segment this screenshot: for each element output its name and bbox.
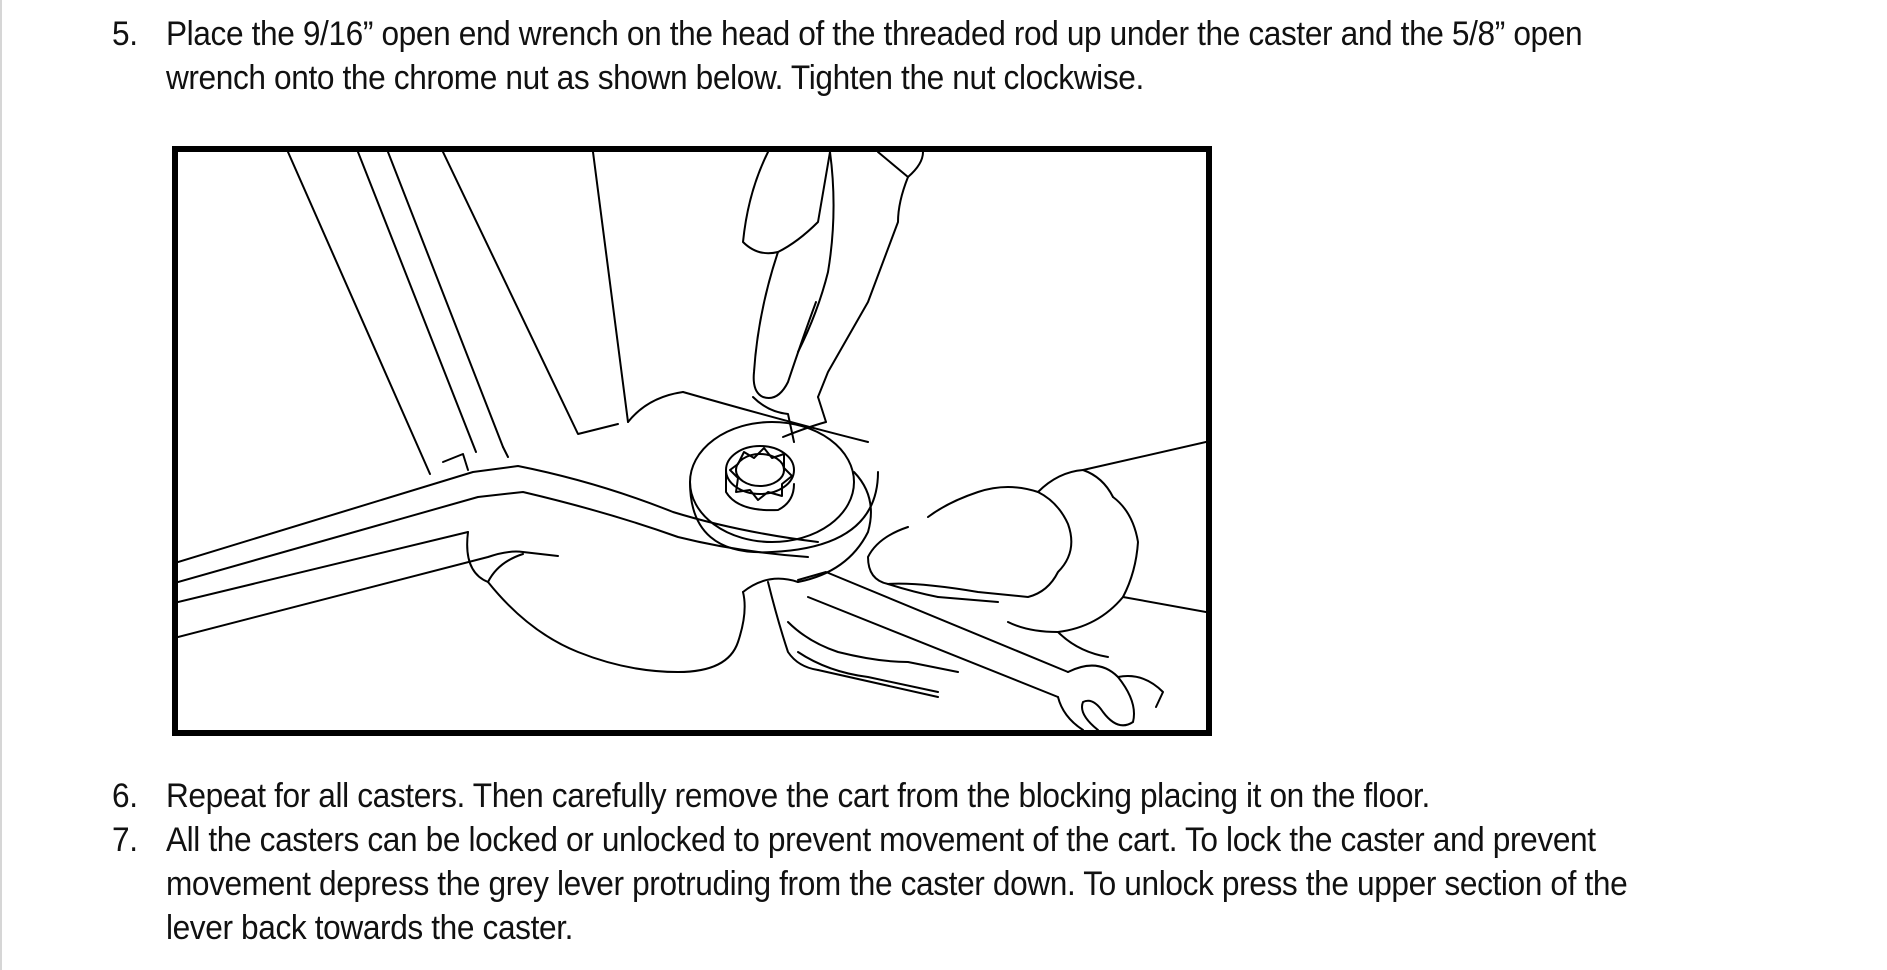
step-text xyxy=(166,12,1582,100)
step-text-line: lever back towards the caster. xyxy=(165,909,574,947)
wrench-illustration xyxy=(172,146,1212,736)
page-edge-rule xyxy=(0,0,2,970)
open-end-wrench xyxy=(798,572,1163,730)
step-text-line: wrench onto the chrome nut as shown below. Tighten the nut clockwise. xyxy=(165,59,1144,97)
step-text-line: All the casters can be locked or unlocked to prevent movement of the cart. To lock the caster and prevent xyxy=(165,821,1596,859)
step-number: 7. xyxy=(112,821,138,859)
step-text-line: Place the 9/16” open end wrench on the head of the threaded rod up under the caster and the 5/8” open xyxy=(165,15,1583,53)
right-hand xyxy=(868,442,1206,657)
lower-hand xyxy=(467,532,958,697)
step-text-line: movement depress the grey lever protruding from the caster down. To unlock press the upper section of the xyxy=(165,865,1628,903)
caster-frame xyxy=(288,152,683,474)
step-number: 5. xyxy=(112,15,138,53)
step-text xyxy=(166,818,1627,950)
step-number: 6. xyxy=(112,777,138,815)
step-text xyxy=(166,774,1430,818)
illustration-drawing xyxy=(178,152,1206,730)
upper-hand xyxy=(743,152,923,442)
caster-rails xyxy=(178,392,868,637)
socket-wrench-head xyxy=(690,422,878,582)
step-text-line: Repeat for all casters. Then carefully remove the cart from the blocking placing it on the floor. xyxy=(165,777,1430,815)
